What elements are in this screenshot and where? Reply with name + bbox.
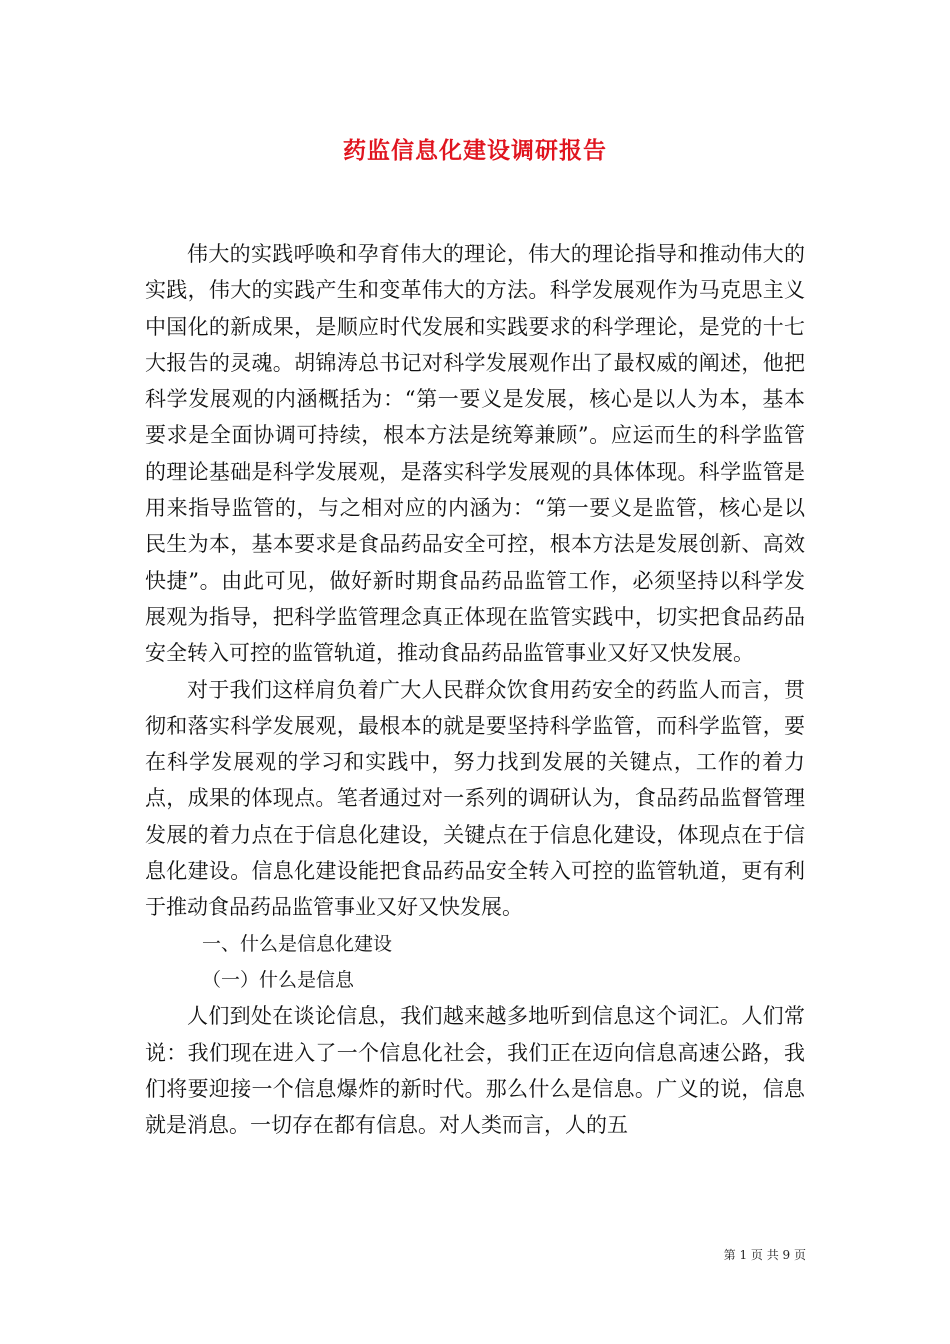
document-title: 药监信息化建设调研报告 bbox=[343, 137, 607, 164]
body-paragraph: 人们到处在谈论信息，我们越来越多地听到信息这个词汇。人们常说：我们现在进入了一个信息化社会，我们正在迈向信息高速公路，我们将要迎接一个信息爆炸的新时代。那么什么是信息。广义的说，信息就是消息。一切存在都有信息。对人类而言，人的五 bbox=[145, 1004, 805, 1138]
subsection-heading: （一）什么是信息 bbox=[202, 968, 355, 991]
body-paragraph: 对于我们这样肩负着广大人民群众饮食用药安全的药监人而言，贯彻和落实科学发展观，最根本的就是要坚持科学监管，而科学监管，要在科学发展观的学习和实践中，努力找到发展的关键点，工作的着力点，成果的体现点。笔者通过对一系列的调研认为，食品药品监督管理发展的着力点在于信息化建设，关键点在于信息化建设，体现点在于信息化建设。信息化建设能把食品药品安全转入可控的监管轨道，更有利于推动食品药品监管事业又好又快发展。 bbox=[145, 677, 805, 920]
section-heading: 一、什么是信息化建设 bbox=[202, 932, 393, 955]
page-number-footer: 第 1 页 共 9 页 bbox=[723, 1248, 806, 1262]
body-paragraph: 伟大的实践呼唤和孕育伟大的理论，伟大的理论指导和推动伟大的实践，伟大的实践产生和变革伟大的方法。科学发展观作为马克思主义中国化的新成果，是顺应时代发展和实践要求的科学理论，是党的十七大报告的灵魂。胡锦涛总书记对科学发展观作出了最权威的阐述，他把科学发展观的内涵概括为：“第一要义是发展，核心是以人为本，基本要求是全面协调可持续，根本方法是统筹兼顾”。应运而生的科学监管的理论基础是科学发展观，是落实科学发展观的具体体现。科学监管是用来指导监管的，与之相对应的内涵为：“第一要义是监管，核心是以民生为本，基本要求是食品药品安全可控，根本方法是发展创新、高效快捷”。由此可见，做好新时期食品药品监管工作，必须坚持以科学发展观为指导，把科学监管理念真正体现在监管实践中，切实把食品药品安全转入可控的监管轨道，推动食品药品监管事业又好又快发展。 bbox=[145, 242, 805, 666]
document-body bbox=[145, 236, 805, 1143]
